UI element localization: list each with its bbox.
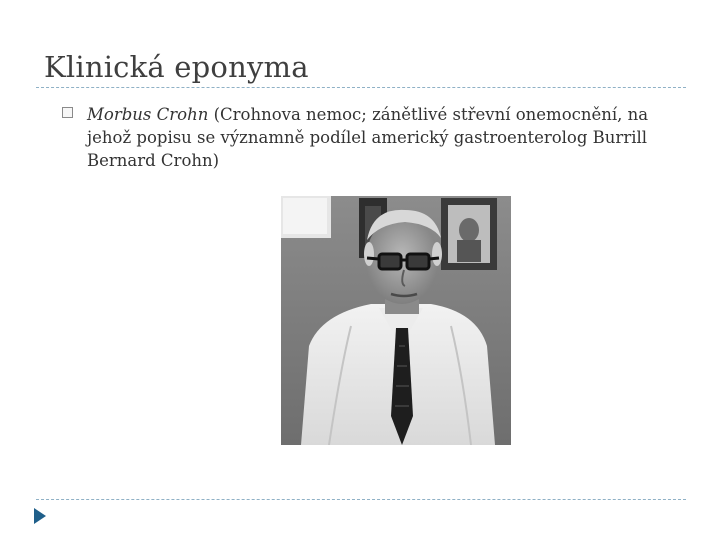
bullet-text: [87, 103, 662, 172]
bullet-description: (Crohnova nemoc; zánětlivé střevní onemocnění, na jehož popisu se významně podílel americký gastroenterolog Burrill Bernard Crohn): [87, 105, 649, 170]
portrait-photo: [281, 196, 511, 445]
bullet-italic-term: Morbus Crohn: [87, 105, 209, 124]
bullet-item: [62, 103, 662, 172]
portrait-illustration: [281, 196, 511, 445]
title-divider: [36, 87, 686, 88]
next-slide-arrow-icon[interactable]: [33, 507, 47, 529]
bullet-square-icon: [62, 107, 73, 118]
footer-divider: [36, 499, 686, 500]
slide-title: Klinická eponyma: [44, 50, 309, 84]
